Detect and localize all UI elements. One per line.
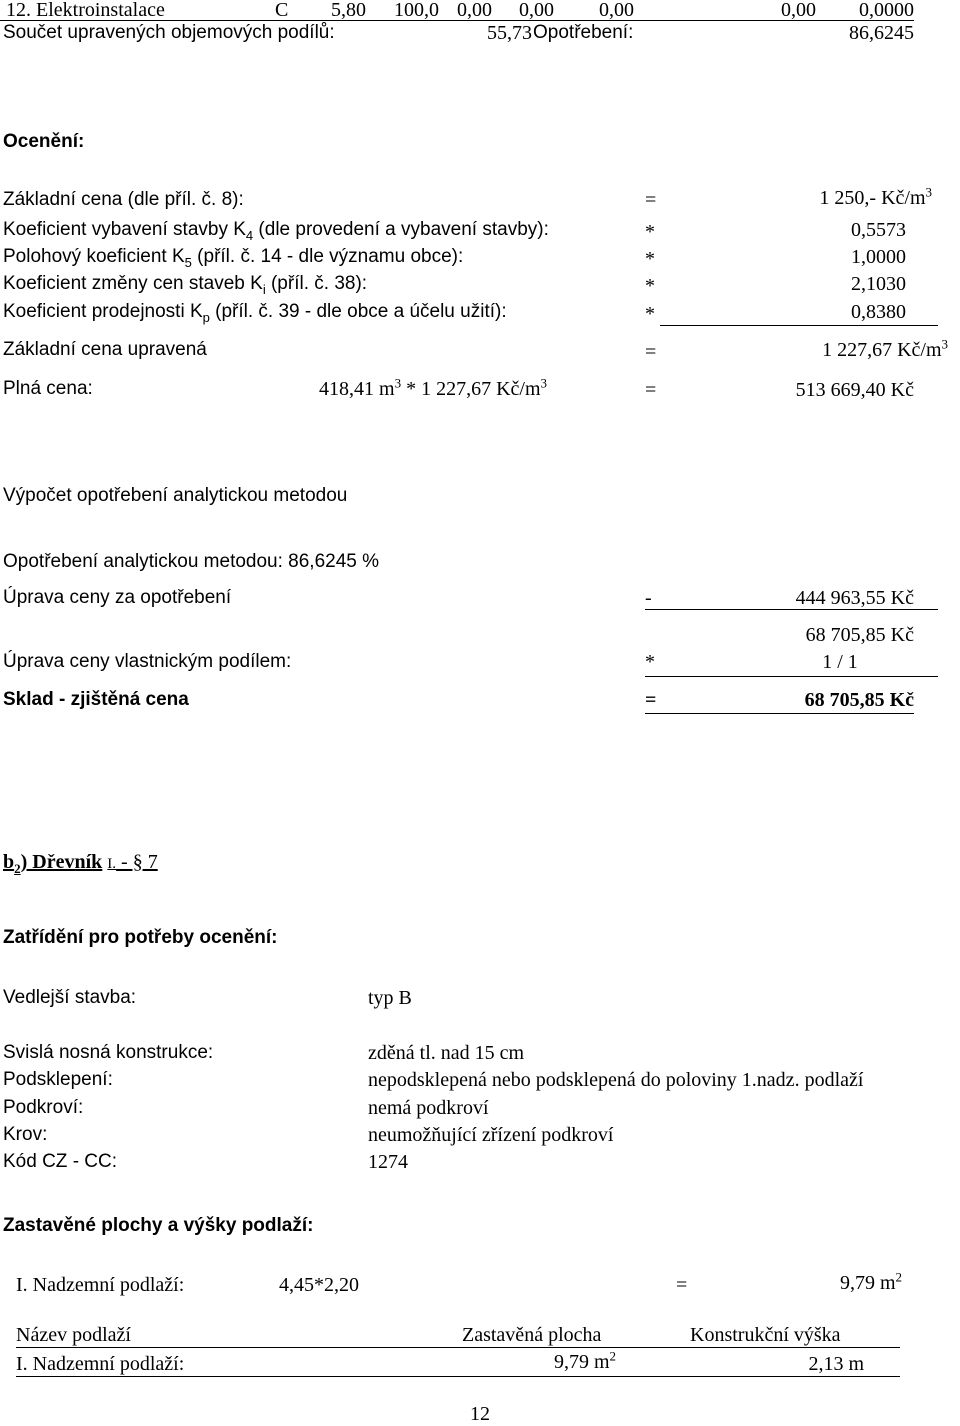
- code-label: Kód CZ - CC:: [3, 1151, 118, 1172]
- wear-heading: Výpočet opotřebení analytickou metodou: [3, 485, 348, 506]
- coef-ki-label: Koeficient změny cen staveb $K_i$ (příl. č. 38):: [3, 273, 368, 297]
- adjusted-price-op: =: [645, 341, 657, 363]
- oceneni-heading: Ocenění:: [3, 131, 85, 152]
- table-bottom-rule: [16, 1376, 900, 1377]
- coef-k5-op: *: [645, 248, 655, 270]
- table-row-name: I. Nadzemní podlaží:: [16, 1353, 185, 1375]
- attic-value: nemá podkroví: [368, 1097, 489, 1119]
- floor-calc-op: =: [676, 1274, 688, 1296]
- base-price-label: Základní cena (dle příl. č. 8):: [3, 189, 244, 210]
- subtotal-value: 68 705,85 Kč: [805, 624, 914, 646]
- adjusted-price-label: Základní cena upravená: [3, 339, 207, 360]
- row-category: C: [275, 0, 289, 21]
- sum-underline: [660, 325, 938, 326]
- structure-value: zděná tl. nad 15 cm: [368, 1042, 525, 1064]
- full-price-value: 513 669,40 Kč: [795, 379, 914, 401]
- coef-k4-value: 0,5573: [851, 219, 906, 241]
- final-price-op: =: [645, 689, 657, 711]
- base-price-op: =: [645, 189, 657, 211]
- aux-building-label: Vedlejší stavba:: [3, 987, 137, 1008]
- table-header-area: Zastavěná plocha: [462, 1324, 602, 1346]
- row-label: 12. Elektroinstalace: [6, 0, 165, 21]
- areas-heading: Zastavěné plochy a výšky podlaží:: [3, 1215, 314, 1236]
- table-header-name: Název podlaží: [16, 1324, 131, 1346]
- coef-k5-value: 1,0000: [851, 246, 906, 268]
- code-value: 1274: [368, 1151, 408, 1173]
- table-row-height: 2,13 m: [808, 1353, 864, 1375]
- basement-value: nepodsklepená nebo podsklepená do poloviny 1.nadz. podlaží: [368, 1069, 864, 1091]
- coef-k5-label: Polohový koeficient $K_5$ (příl. č. 14 - dle významu obce):: [3, 246, 464, 270]
- row-value: 0,00: [781, 0, 816, 21]
- sum-label: Součet upravených objemových podílů:: [3, 22, 335, 43]
- basement-label: Podsklepení:: [3, 1069, 113, 1090]
- attic-label: Podkroví:: [3, 1097, 84, 1118]
- final-underline: [645, 713, 914, 714]
- row-value: 0,00: [457, 0, 492, 21]
- table-row-area: 9,79 $m^2$: [553, 1348, 616, 1373]
- owner-underline: [645, 676, 938, 677]
- sum-value: 55,73: [487, 22, 532, 44]
- coef-ki-value: 2,1030: [851, 273, 906, 295]
- coef-kp-value: 0,8380: [851, 301, 906, 323]
- table-header-rule: [16, 1347, 900, 1348]
- coef-kp-label: Koeficient prodejnosti $K_p$ (příl. č. 39 - dle obce a účelu užití):: [3, 301, 507, 325]
- final-price-label: Sklad - zjištěná cena: [3, 689, 189, 710]
- final-price-value: 68 705,85 Kč: [804, 689, 914, 711]
- full-price-calc: 418,41 $m^3 * 1$ 227,67 $Kč/m^3$: [319, 375, 547, 400]
- roof-value: neumožňující zřízení podkroví: [368, 1124, 614, 1146]
- row-value: 0,00: [599, 0, 634, 21]
- row-value: 0,00: [519, 0, 554, 21]
- structure-label: Svislá nosná konstrukce:: [3, 1042, 214, 1063]
- row-value: 5,80: [331, 0, 366, 21]
- floor-calc-label: I. Nadzemní podlaží:: [16, 1274, 185, 1296]
- wear-adjust-op: -: [645, 587, 652, 609]
- wear-label: Opotřebení:: [533, 22, 634, 43]
- full-price-label: Plná cena:: [3, 378, 93, 399]
- owner-adjust-op: *: [645, 651, 655, 673]
- wear-adjust-label: Úprava ceny za opotřebení: [3, 587, 232, 608]
- coef-k4-label: Koeficient vybavení stavby $K_4$ (dle provedení a vybavení stavby):: [3, 219, 549, 243]
- roof-label: Krov:: [3, 1124, 48, 1145]
- coef-ki-op: *: [645, 275, 655, 297]
- owner-adjust-label: Úprava ceny vlastnickým podílem:: [3, 651, 292, 672]
- wear-underline: [645, 609, 938, 610]
- floor-calc-expr: 4,45*2,20: [279, 1274, 359, 1296]
- section-title: $b_2$) Dřevník I. - § 7: [3, 851, 158, 876]
- table-header-height: Konstrukční výška: [690, 1324, 841, 1346]
- coef-kp-op: *: [645, 303, 655, 325]
- full-price-op: =: [645, 379, 657, 401]
- row-value: 0,0000: [859, 0, 914, 21]
- floor-calc-value: 9,79 $m^2$: [839, 1269, 902, 1294]
- wear-adjust-value: 444 963,55 Kč: [795, 587, 914, 609]
- row-value: 100,0: [394, 0, 439, 21]
- classification-heading: Zatřídění pro potřeby ocenění:: [3, 927, 278, 948]
- base-price-value: 1 250,- $Kč/m^3$: [819, 184, 932, 209]
- wear-value: 86,6245: [849, 22, 914, 44]
- wear-line: Opotřebení analytickou metodou: 86,6245 %: [3, 551, 380, 572]
- coef-k4-op: *: [645, 221, 655, 243]
- page-number: 12: [470, 1403, 490, 1425]
- adjusted-price-value: 1 227,67 $Kč/m^3$: [822, 336, 948, 361]
- aux-building-value: typ B: [368, 987, 412, 1009]
- owner-adjust-value: 1 / 1: [822, 651, 858, 673]
